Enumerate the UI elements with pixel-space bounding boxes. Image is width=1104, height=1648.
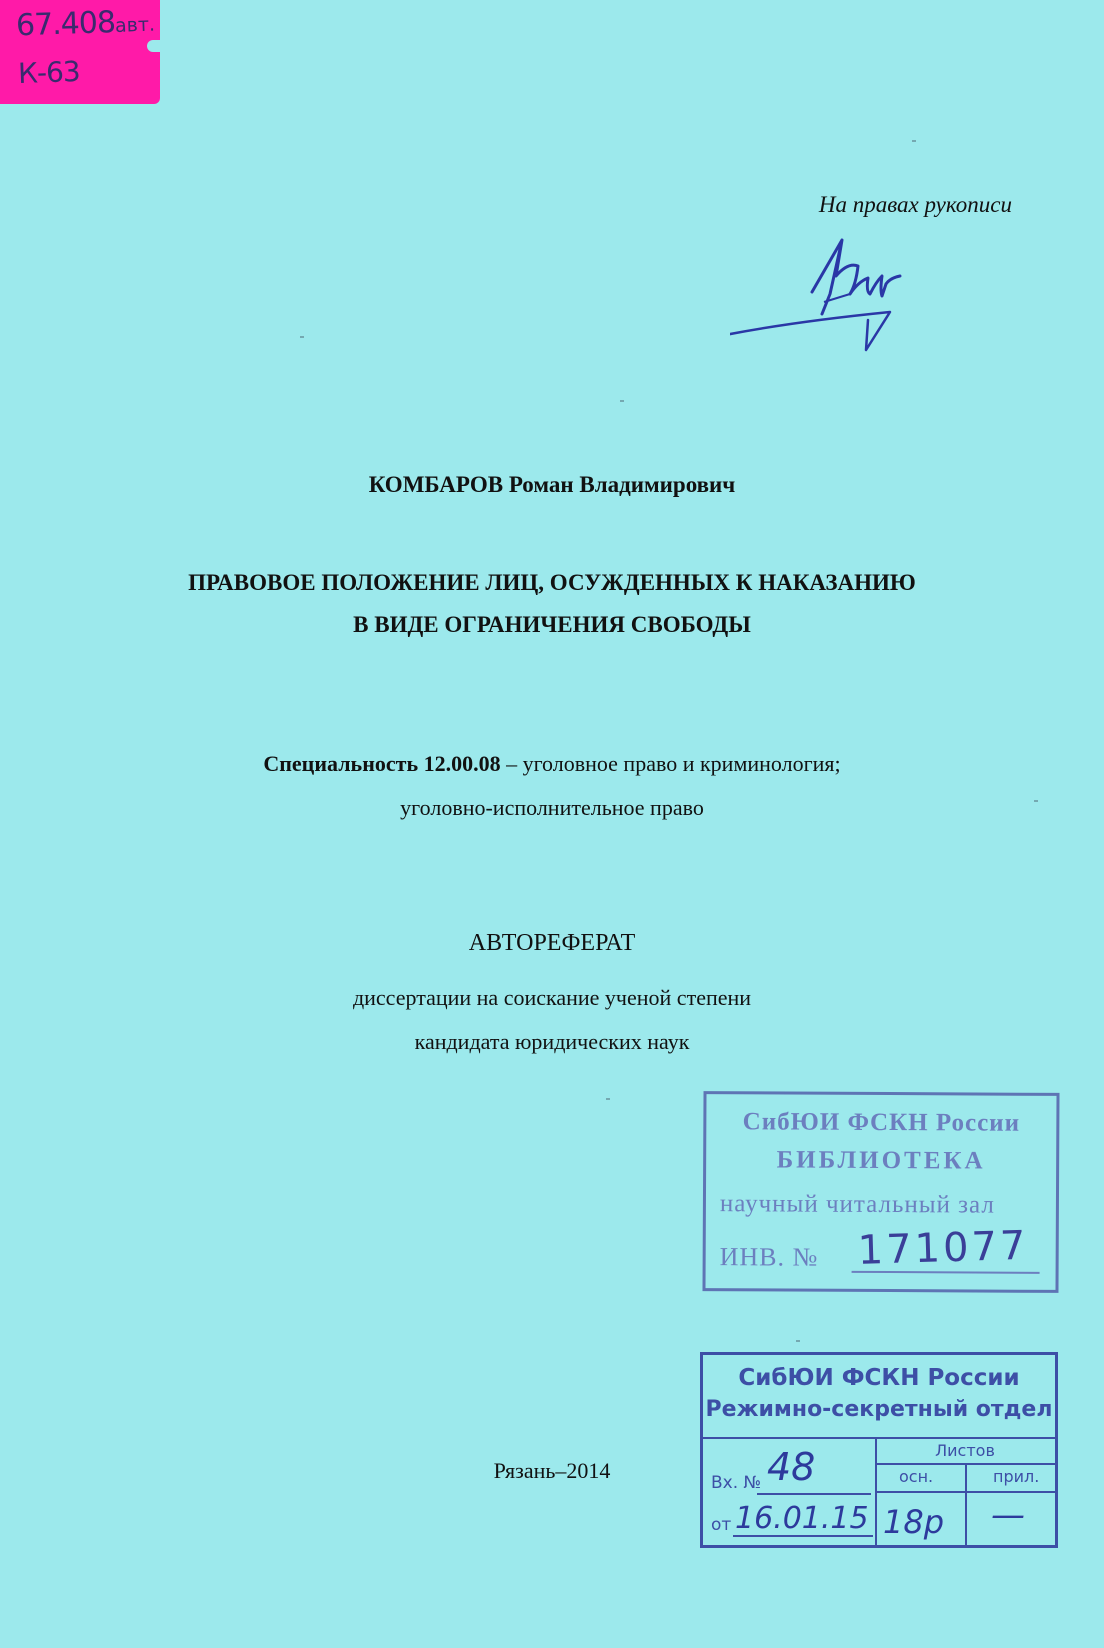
date-value: 16.01.15	[735, 1501, 869, 1536]
library-stamp	[702, 1091, 1059, 1293]
stamp-divider	[875, 1491, 1055, 1493]
paper-speck	[300, 336, 304, 338]
library-stamp-dept: БИБЛИОТЕКА	[776, 1146, 986, 1175]
appendix-sheets-value: —	[991, 1495, 1025, 1535]
inventory-label: ИНВ. №	[719, 1242, 819, 1272]
paper-speck	[912, 140, 916, 142]
specialty-line-1	[0, 742, 1104, 786]
author-name: КОМБАРОВ Роман Владимирович	[368, 472, 736, 497]
main-sheets-value: 18р	[883, 1503, 945, 1541]
appendix-sheets-label: прил.	[993, 1467, 1040, 1486]
paper-speck	[796, 1340, 800, 1342]
main-sheets-label: осн.	[899, 1467, 934, 1486]
degree-statement	[0, 976, 1104, 1064]
specialty-name: – уголовное право и криминология;	[500, 751, 841, 776]
paper-speck	[1034, 800, 1038, 802]
title-line-2: В ВИДЕ ОГРАНИЧЕНИЯ СВОБОДЫ	[353, 612, 751, 637]
author-mark: К-63	[17, 54, 81, 91]
secret-stamp-dept: Режимно-секретный отдел	[705, 1397, 1053, 1422]
paper-speck	[606, 1098, 610, 1100]
library-shelf-label	[0, 0, 160, 104]
paper-speck	[620, 400, 624, 402]
specialty	[0, 742, 1104, 830]
title-line-1: ПРАВОВОЕ ПОЛОЖЕНИЕ ЛИЦ, ОСУЖДЕННЫХ К НАКАЗАНИЮ	[188, 570, 916, 595]
label-notch	[147, 40, 161, 52]
degree-line-2: кандидата юридических наук	[414, 1029, 690, 1054]
incoming-number-value: 48	[767, 1445, 816, 1489]
incoming-number-label: Вх. №	[711, 1473, 762, 1493]
shelf-code: 67.408авт.	[15, 4, 156, 44]
place-and-year: Рязань–2014	[493, 1458, 611, 1483]
secret-dept-stamp	[700, 1352, 1058, 1548]
secret-stamp-org: СибЮИ ФСКН России	[738, 1365, 1020, 1391]
date-label: от	[711, 1515, 732, 1535]
degree-line-1: диссертации на соискание ученой степени	[352, 985, 752, 1010]
sheets-label: Листов	[935, 1441, 995, 1460]
incoming-number-underline	[757, 1493, 871, 1495]
library-stamp-org: СибЮИ ФСКН России	[742, 1108, 1021, 1137]
document-type: АВТОРЕФЕРАТ	[468, 930, 636, 956]
stamp-divider	[703, 1437, 1055, 1439]
manuscript-note: На правах рукописи	[818, 192, 1012, 217]
inventory-number: 171077	[857, 1222, 1030, 1274]
specialty-code: Специальность 12.00.08	[263, 751, 501, 776]
library-stamp-room: научный читальный зал	[719, 1190, 995, 1219]
signature-image	[730, 232, 940, 372]
dissertation-title	[0, 562, 1104, 646]
specialty-line-2: уголовно-исполнительное право	[400, 795, 704, 820]
